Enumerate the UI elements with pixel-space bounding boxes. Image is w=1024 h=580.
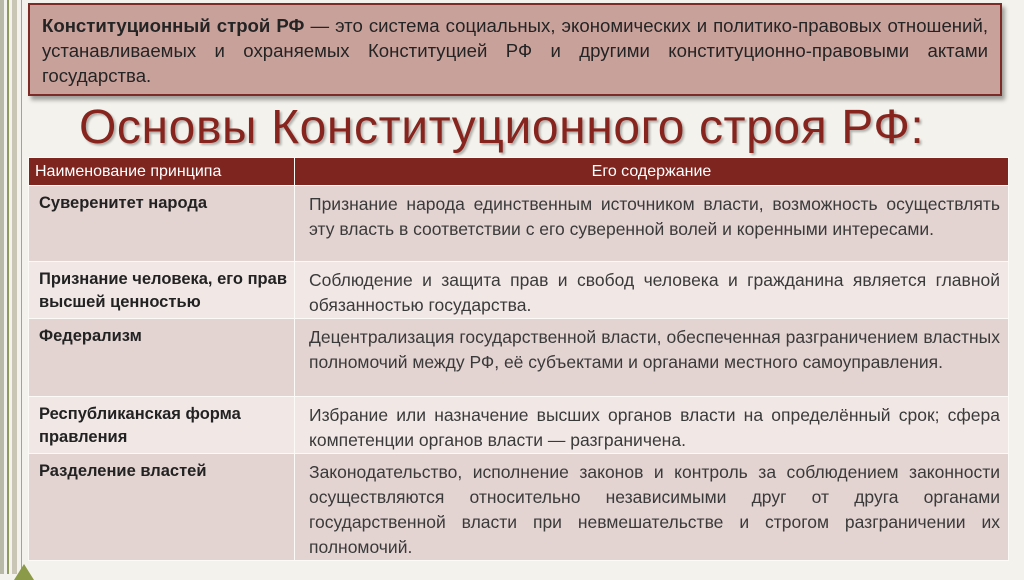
principle-content: Признание народа единственным источником власти, возможность осуществлять эту власть в соответствии с его суверенной волей и коренными интересами. xyxy=(295,186,1009,262)
page-title: Основы Конституционного строя РФ: xyxy=(79,101,925,154)
decor-stripe xyxy=(12,0,17,574)
column-header-principle: Наименование принципа xyxy=(29,158,295,186)
decor-stripe xyxy=(7,0,9,574)
principle-name: Признание человека, его прав высшей ценностью xyxy=(29,262,295,319)
principle-content: Соблюдение и защита прав и свобод человека и гражданина является главной обязанностью государства. xyxy=(295,262,1009,319)
table-header-row xyxy=(29,158,1009,186)
decor-stripe xyxy=(21,0,22,574)
principle-name: Разделение властей xyxy=(29,454,295,561)
table-row xyxy=(29,454,1009,561)
column-header-content: Его содержание xyxy=(295,158,1009,186)
principle-name: Федерализм xyxy=(29,319,295,397)
principle-name: Республиканская форма правления xyxy=(29,397,295,454)
definition-text: — это система социальных, экономических и политико-правовых отношений, устанавливаемых и охраняемых Конституцией РФ и другими конституционно-правовыми актами государства. xyxy=(42,15,988,86)
principle-content: Законодательство, исполнение законов и контроль за соблюдением законности осуществляются относительно независимыми друг от друга органами государственной власти при невмешательстве и строгом разграничении их полномочий. xyxy=(295,454,1009,561)
definition-box xyxy=(28,3,1002,96)
decor-triangle xyxy=(14,564,34,580)
principle-name: Суверенитет народа xyxy=(29,186,295,262)
table-row xyxy=(29,262,1009,319)
table-row xyxy=(29,186,1009,262)
definition-term: Конституционный строй РФ xyxy=(42,15,305,36)
principle-content: Децентрализация государственной власти, обеспеченная разграничением властных полномочий между РФ, её субъектами и органами местного самоуправления. xyxy=(295,319,1009,397)
table-row xyxy=(29,319,1009,397)
principle-content: Избрание или назначение высших органов власти на определённый срок; сфера компетенции органов власти — разграничена. xyxy=(295,397,1009,454)
table-row xyxy=(29,397,1009,454)
principles-table xyxy=(28,157,1009,561)
decor-stripe xyxy=(0,0,4,574)
